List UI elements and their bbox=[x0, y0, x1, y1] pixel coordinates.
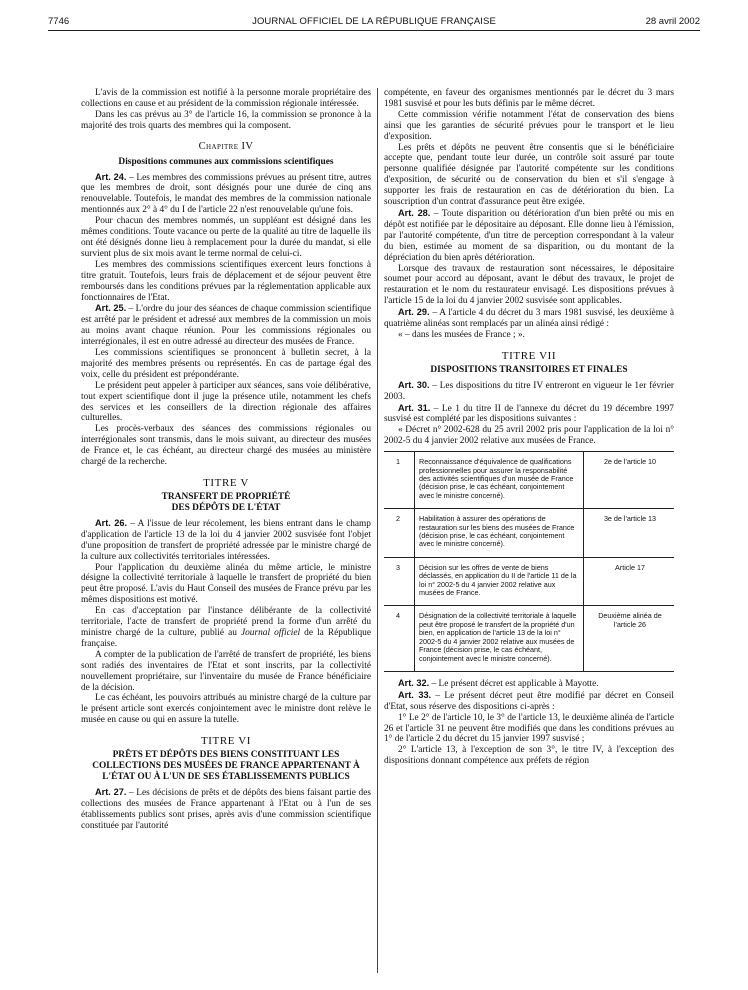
column-divider bbox=[377, 88, 378, 973]
article-29: Art. 29. – A l'article 4 du décret du 3 mars 1981 susvisé, les deuxième à quatrième alinéas sont remplacés par un alinéa ainsi rédigé : bbox=[384, 307, 674, 330]
article-30: Art. 30. – Les dispositions du titre IV entreront en vigueur le 1er février 2003. bbox=[384, 379, 674, 402]
article-26: Art. 26. – A l'issue de leur récolement, les biens entrant dans le champ d'application de l'article 13 de la loi du 4 janvier 2002 susvisée font l'objet d'une proposition de transfert de propriété adressée par le ministre chargé de la culture aux collectivités territoriales intéressées. bbox=[81, 517, 371, 562]
paragraph: Dans les cas prévus au 3° de l'article 16, la commission se prononce à la majorité des trois quarts des membres qui la composent. bbox=[81, 109, 371, 131]
paragraph: Les prêts et dépôts ne peuvent être consentis que si le bénéficiaire accepte que, pendant toute leur durée, un contrôle soit assuré par toute personne qualifiée désignée par l'autorité compétente sur les conditions d'exposition, de sécurité ou de conservation du bien et s'il s'engage à supporter les frais de restauration en cas de détérioration du bien. La souscription d'un contrat d'assurance peut être exigée. bbox=[384, 142, 674, 208]
paragraph: Les procès-verbaux des séances des commissions régionales ou interrégionales sont transmis, dans le mois suivant, au directeur des musées de France et, le cas échéant, au directeur chargé des musées au ministère chargé de la recherche. bbox=[81, 424, 371, 468]
table-row bbox=[384, 557, 674, 606]
title-heading: TRANSFERT DE PROPRIÉTÉ DES DÉPÔTS DE L'ÉTAT bbox=[161, 491, 291, 513]
publication-date: 28 avril 2002 bbox=[645, 16, 700, 27]
article-31: Art. 31. – Le 1 du titre II de l'annexe du décret du 19 décembre 1997 susvisé est complété par les dispositions suivantes : bbox=[384, 402, 674, 425]
article-label: Art. 26. bbox=[95, 517, 128, 528]
article-label: Art. 28. bbox=[398, 207, 431, 218]
table-row bbox=[384, 509, 674, 558]
article-24: Art. 24. – Les membres des commissions prévues au présent titre, autres que les membres de droit, sont désignés pour une durée de cinq ans renouvelable. Toutefois, le mandat des membres de la commission nationale mentionnés aux 2° à 4° du I de l'article 22 n'est renouvelable qu'une fois. bbox=[81, 171, 371, 216]
article-label: Art. 27. bbox=[95, 787, 127, 798]
article-label: Art. 33. bbox=[398, 689, 432, 700]
left-column bbox=[81, 88, 371, 978]
paragraph: 2° L'article 13, à l'exception de son 3°, le titre IV, à l'exception des dispositions donnant compétence aux préfets de région bbox=[384, 745, 674, 767]
article-32: Art. 32. – Le présent décret est applicable à Mayotte. bbox=[398, 677, 599, 689]
paragraph: Les commissions scientifiques se prononcent à bulletin secret, à la majorité des membres présents ou représentés. En cas de partage égal des voix, celle du président est prépondérante. bbox=[81, 348, 371, 380]
paragraph: Cette commission vérifie notamment l'état de conservation des biens ainsi que les garanties de sécurité prévues pour le transport et le lieu d'exposition. bbox=[384, 109, 674, 142]
title-label: TITRE VII bbox=[501, 349, 557, 362]
table-cell-number: 3 bbox=[384, 557, 415, 606]
paragraph: Pour l'application du deuxième alinéa du même article, le ministre désigne la collectivité territoriale à laquelle le transfert de propriété du bien peut être proposé. L'avis du Haut Conseil des musées de France prévu par les mêmes dispositions est motivé. bbox=[81, 562, 371, 606]
annex-table bbox=[384, 451, 674, 672]
title-heading: DISPOSITIONS TRANSITOIRES ET FINALES bbox=[430, 364, 628, 375]
table-cell-reference: 3e de l'article 13 bbox=[584, 509, 675, 558]
page-header bbox=[48, 14, 700, 31]
article-27: Art. 27. – Les décisions de prêts et de dépôts des biens faisant partie des collections des musées de France appartenant à l'Etat ou à l'un de ses établissements publics sont prises, après avis d'une commission scientifique constituée par l'autorité bbox=[81, 787, 371, 831]
page-number: 7746 bbox=[48, 16, 70, 27]
journal-title: JOURNAL OFFICIEL DE LA RÉPUBLIQUE FRANÇAISE bbox=[252, 16, 496, 27]
table-cell-number: 1 bbox=[384, 452, 415, 509]
article-label: Art. 30. bbox=[398, 379, 430, 390]
paragraph: Pour chacun des membres nommés, un suppléant est désigné dans les mêmes conditions. Toute vacance ou perte de la qualité au titre de laquelle ils ont été désignés donne lieu à remplacement pour la durée du mandat, si elle survient plus de six mois avant le terme normal de celui-ci. bbox=[81, 216, 371, 259]
paragraph: Le président peut appeler à participer aux séances, sans voie délibérative, tout expert scientifique dont il juge la présence utile, notamment les chefs des services et les conseillers de la direction régionale des affaires culturelles. bbox=[81, 380, 371, 424]
right-column bbox=[384, 88, 674, 978]
paragraph: « – dans les musées de France ; ». bbox=[398, 329, 525, 340]
table-row bbox=[384, 606, 674, 671]
article-label: Art. 32. bbox=[398, 677, 430, 688]
title-heading: PRÊTS ET DÉPÔTS DES BIENS CONSTITUANT LES COLLECTIONS DES MUSÉES DE FRANCE APPARTENANT À L'ÉTAT OU À L'UN DE SES ÉTABLISSEMENTS PUBLICS bbox=[92, 750, 360, 783]
table-cell-description: Désignation de la collectivité territoriale à laquelle peut être proposé le transfert de la propriété d'un bien, en application de l'article 13 de la loi n° 2002-5 du 4 janvier 2002 relative aux musées de France (décision prise, le cas échéant, conjointement avec le ministre concerné). bbox=[415, 606, 584, 671]
article-25: Art. 25. – L'ordre du jour des séances de chaque commission scientifique est arrêté par le président et adressé aux membres de la commission un mois au moins avant chaque réunion. Pour les commissions régionales ou interrégionales, il est en outre adressé au directeur des musées de France. bbox=[81, 303, 371, 348]
article-33: Art. 33. – Le présent décret peut être modifié par décret en Conseil d'Etat, sous réserve des dispositions ci-après : bbox=[384, 689, 674, 712]
table-cell-reference: Article 17 bbox=[584, 557, 675, 606]
table-row bbox=[384, 452, 674, 509]
chapter-label: Chapitre IV bbox=[198, 140, 254, 152]
article-label: Art. 24. bbox=[95, 171, 127, 182]
paragraph: Lorsque des travaux de restauration sont nécessaires, le dépositaire soumet pour accord au déposant, avant le début des travaux, le projet de restauration et le nom du restaurateur envisagé. Les dispositions prévues à l'article 15 de la loi du 4 janvier 2002 susvisée sont applicables. bbox=[384, 263, 674, 307]
paragraph: Le cas échéant, les pouvoirs attribués au ministre chargé de la culture par le présent article sont exercés conjointement avec le ministre dont relève le musée en cause ou qui en assure la tutelle. bbox=[81, 693, 371, 726]
paragraph: « Décret n° 2002-628 du 25 avril 2002 pris pour l'application de la loi n° 2002-5 du 4 janvier 2002 relative aux musées de France. bbox=[384, 425, 674, 447]
paragraph: Les membres des commissions scientifiques exercent leurs fonctions à titre gratuit. Toutefois, leurs frais de déplacement et de séjour peuvent être remboursés dans les conditions prévues par la réglementation applicable aux fonctionnaires de l'Etat. bbox=[81, 259, 371, 303]
title-label: TITRE VI bbox=[200, 735, 252, 748]
article-label: Art. 25. bbox=[95, 303, 127, 314]
paragraph: L'avis de la commission est notifié à la personne morale propriétaire des collections en cause et au président de la commission régionale intéressée. bbox=[81, 88, 371, 109]
table-cell-description: Reconnaissance d'équivalence de qualifications professionnelles pour assurer la responsabilité des activités scientifiques d'un musée de France (décision prise, le cas échéant, conjointement avec le ministre concerné). bbox=[415, 452, 584, 509]
article-label: Art. 29. bbox=[398, 307, 430, 318]
table-cell-number: 4 bbox=[384, 606, 415, 671]
table-cell-description: Décision sur les offres de vente de biens déclassés, en application du II de l'article 11 de la loi n° 2002-5 du 4 janvier 2002 relative aux musées de France. bbox=[415, 557, 584, 606]
paragraph: A compter de la publication de l'arrêté de transfert de propriété, les biens sont radiés des inventaires de l'Etat et sont inscrits, par la collectivité nouvellement propriétaire, sur l'inventaire du musée de France bénéficiaire de la décision. bbox=[81, 649, 371, 693]
chapter-heading: Dispositions communes aux commissions scientifiques bbox=[118, 156, 334, 167]
paragraph: En cas d'acceptation par l'instance délibérante de la collectivité territoriale, l'acte de transfert de propriété prend la forme d'un arrêté du ministre chargé de la culture, publié au Journal officiel de la République française. bbox=[81, 606, 371, 649]
paragraph: 1° Le 2° de l'article 10, le 3° de l'article 13, le deuxième alinéa de l'article 26 et l'article 31 ne peuvent être modifiés que dans les conditions prévues au 1° de l'article 2 du décret du 15 janvier 1997 susvisé ; bbox=[384, 712, 674, 745]
article-28: Art. 28. – Toute disparition ou détérioration d'un bien prêté ou mis en dépôt est notifiée par le dépositaire au déposant. Elle donne lieu à l'émission, par l'autorité compétente, d'un titre de perception correspondant à la valeur du bien, estimée au moment de sa disparition, ou du montant de la dépréciation du bien après détérioration. bbox=[384, 207, 674, 263]
title-label: TITRE V bbox=[203, 477, 249, 489]
table-cell-number: 2 bbox=[384, 509, 415, 558]
table-cell-reference: Deuxième alinéa de l'article 26 bbox=[584, 606, 675, 671]
paragraph: compétente, en faveur des organismes mentionnés par le décret du 3 mars 1981 susvisé et pour les buts définis par le même décret. bbox=[384, 88, 674, 109]
table-cell-reference: 2e de l'article 10 bbox=[584, 452, 675, 509]
article-label: Art. 31. bbox=[398, 402, 431, 413]
table-cell-description: Habilitation à assurer des opérations de restauration sur les biens des musées de France (décision prise, le cas échéant, conjointement avec le ministre concerné). bbox=[415, 509, 584, 558]
